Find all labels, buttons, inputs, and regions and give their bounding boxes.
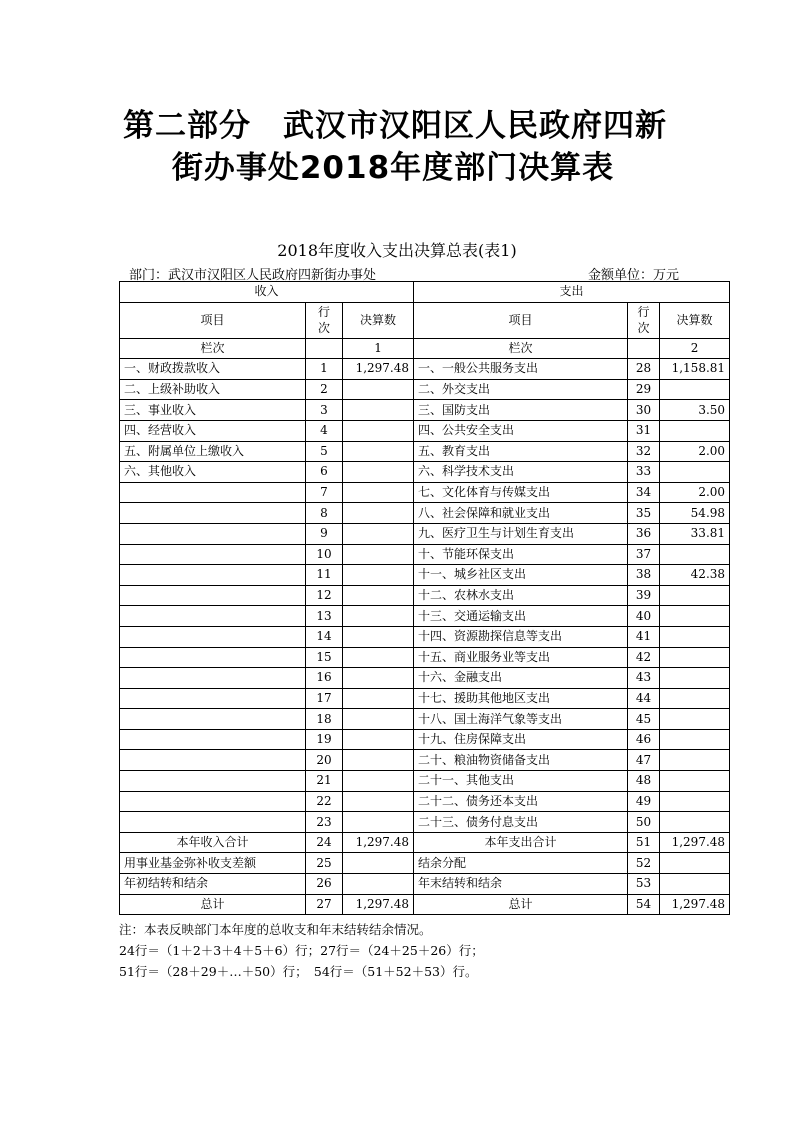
income-row-number: 14 [306, 626, 343, 647]
expense-item: 二十一、其他支出 [414, 771, 628, 792]
income-row-number: 23 [306, 812, 343, 833]
table-row [120, 894, 730, 915]
table-row [120, 812, 730, 833]
income-row-number: 3 [306, 400, 343, 421]
income-amount [343, 668, 414, 689]
expense-col-index: 2 [660, 338, 730, 359]
page-title-line1: 第二部分 武汉市汉阳区人民政府四新 [123, 108, 667, 144]
income-item [120, 585, 306, 606]
expense-amount: 1,297.48 [660, 894, 730, 915]
expense-row-number: 35 [628, 503, 660, 524]
expense-amount [660, 709, 730, 730]
income-item [120, 771, 306, 792]
expense-item: 十五、商业服务业等支出 [414, 647, 628, 668]
table-row [120, 482, 730, 503]
income-item [120, 709, 306, 730]
table-row [120, 729, 730, 750]
expense-amount [660, 647, 730, 668]
expense-amount [660, 729, 730, 750]
income-amount [343, 503, 414, 524]
expense-row-number: 36 [628, 523, 660, 544]
expense-row-number: 49 [628, 791, 660, 812]
table-row [120, 832, 730, 853]
expense-row-number: 45 [628, 709, 660, 730]
expense-item: 二十二、债务还本支出 [414, 791, 628, 812]
table-row [120, 503, 730, 524]
table-row [120, 874, 730, 895]
income-row-number: 24 [306, 832, 343, 853]
table-row [120, 420, 730, 441]
expense-item-header: 项目 [414, 302, 628, 338]
expense-amount [660, 771, 730, 792]
income-item [120, 544, 306, 565]
expense-row-number: 30 [628, 400, 660, 421]
budget-table [119, 281, 730, 915]
expense-lanci-blank [628, 338, 660, 359]
income-row-number: 16 [306, 668, 343, 689]
income-amount: 1,297.48 [343, 832, 414, 853]
expense-amount [660, 379, 730, 400]
expense-amount [660, 585, 730, 606]
income-item [120, 729, 306, 750]
income-amount [343, 544, 414, 565]
income-row-number: 26 [306, 874, 343, 895]
expense-amount [660, 544, 730, 565]
expense-item: 十六、金融支出 [414, 668, 628, 689]
income-item: 总计 [120, 894, 306, 915]
income-row-number: 2 [306, 379, 343, 400]
expense-item: 十二、农林水支出 [414, 585, 628, 606]
income-row-number: 17 [306, 688, 343, 709]
expense-amount: 2.00 [660, 482, 730, 503]
expense-amount: 33.81 [660, 523, 730, 544]
expense-row-number: 29 [628, 379, 660, 400]
income-lanci-label: 栏次 [120, 338, 306, 359]
expense-row-number: 52 [628, 853, 660, 874]
expense-item: 八、社会保障和就业支出 [414, 503, 628, 524]
income-row-number: 18 [306, 709, 343, 730]
note-line-3: 51行＝（28＋29＋…＋50）行； 54行＝（51＋52＋53）行。 [119, 964, 478, 979]
page-title-line2: 街办事处2018年度部门决算表 [171, 150, 615, 186]
income-item: 年初结转和结余 [120, 874, 306, 895]
expense-item: 总计 [414, 894, 628, 915]
income-amount [343, 482, 414, 503]
expense-amount [660, 874, 730, 895]
income-item [120, 688, 306, 709]
expense-item: 九、医疗卫生与计划生育支出 [414, 523, 628, 544]
table-row [120, 626, 730, 647]
expense-item: 一、一般公共服务支出 [414, 359, 628, 380]
income-item: 五、附属单位上缴收入 [120, 441, 306, 462]
expense-item: 十三、交通运输支出 [414, 606, 628, 627]
income-amount [343, 729, 414, 750]
expense-row-number: 50 [628, 812, 660, 833]
expense-rowno-header: 行次 [628, 302, 660, 338]
income-amount: 1,297.48 [343, 359, 414, 380]
table-row [120, 379, 730, 400]
table-row [120, 585, 730, 606]
expense-row-number: 42 [628, 647, 660, 668]
income-item [120, 750, 306, 771]
expense-row-number: 53 [628, 874, 660, 895]
expense-amount: 54.98 [660, 503, 730, 524]
income-amount [343, 771, 414, 792]
expense-row-number: 32 [628, 441, 660, 462]
expense-row-number: 40 [628, 606, 660, 627]
table-row [120, 606, 730, 627]
income-item: 用事业基金弥补收支差额 [120, 853, 306, 874]
expense-item: 五、教育支出 [414, 441, 628, 462]
income-row-number: 13 [306, 606, 343, 627]
income-lanci-blank [306, 338, 343, 359]
income-row-number: 22 [306, 791, 343, 812]
income-item: 六、其他收入 [120, 462, 306, 483]
expense-item: 二十三、债务付息支出 [414, 812, 628, 833]
income-row-number: 4 [306, 420, 343, 441]
income-item: 三、事业收入 [120, 400, 306, 421]
income-row-number: 6 [306, 462, 343, 483]
income-item [120, 668, 306, 689]
expense-header: 支出 [414, 282, 730, 303]
income-amount [343, 874, 414, 895]
expense-row-number: 31 [628, 420, 660, 441]
expense-item: 本年支出合计 [414, 832, 628, 853]
income-amount [343, 400, 414, 421]
income-item [120, 606, 306, 627]
expense-item: 十、节能环保支出 [414, 544, 628, 565]
expense-amount: 1,158.81 [660, 359, 730, 380]
income-amount [343, 379, 414, 400]
table-row [120, 441, 730, 462]
expense-item: 二十、粮油物资储备支出 [414, 750, 628, 771]
income-col-index: 1 [343, 338, 414, 359]
income-row-number: 20 [306, 750, 343, 771]
unit-label: 金额单位：万元 [588, 268, 680, 283]
expense-item: 结余分配 [414, 853, 628, 874]
income-row-number: 9 [306, 523, 343, 544]
income-amount [343, 420, 414, 441]
income-amount [343, 585, 414, 606]
income-amount [343, 565, 414, 586]
income-amount-header: 决算数 [343, 302, 414, 338]
income-item [120, 565, 306, 586]
income-amount [343, 626, 414, 647]
expense-amount [660, 853, 730, 874]
table-row [120, 791, 730, 812]
expense-row-number: 48 [628, 771, 660, 792]
expense-item: 十七、援助其他地区支出 [414, 688, 628, 709]
table-row [120, 709, 730, 730]
expense-amount: 42.38 [660, 565, 730, 586]
expense-amount [660, 606, 730, 627]
expense-row-number: 54 [628, 894, 660, 915]
income-amount [343, 606, 414, 627]
income-amount [343, 812, 414, 833]
expense-amount-header: 决算数 [660, 302, 730, 338]
table-row [120, 647, 730, 668]
income-amount [343, 523, 414, 544]
income-amount: 1,297.48 [343, 894, 414, 915]
table-row [120, 565, 730, 586]
expense-amount [660, 812, 730, 833]
table-row [120, 544, 730, 565]
expense-lanci-label: 栏次 [414, 338, 628, 359]
expense-amount [660, 791, 730, 812]
expense-amount: 1,297.48 [660, 832, 730, 853]
income-item [120, 791, 306, 812]
expense-item: 二、外交支出 [414, 379, 628, 400]
expense-row-number: 28 [628, 359, 660, 380]
expense-row-number: 38 [628, 565, 660, 586]
income-row-number: 10 [306, 544, 343, 565]
income-row-number: 11 [306, 565, 343, 586]
income-row-number: 19 [306, 729, 343, 750]
expense-row-number: 34 [628, 482, 660, 503]
expense-row-number: 51 [628, 832, 660, 853]
table-row [120, 771, 730, 792]
expense-amount [660, 420, 730, 441]
income-item [120, 482, 306, 503]
income-amount [343, 647, 414, 668]
table-row [120, 462, 730, 483]
expense-item: 六、科学技术支出 [414, 462, 628, 483]
expense-item: 十一、城乡社区支出 [414, 565, 628, 586]
income-amount [343, 709, 414, 730]
income-item-header: 项目 [120, 302, 306, 338]
table-title: 2018年度收入支出决算总表(表1) [277, 241, 517, 260]
expense-amount: 2.00 [660, 441, 730, 462]
income-row-number: 8 [306, 503, 343, 524]
income-amount [343, 688, 414, 709]
expense-row-number: 37 [628, 544, 660, 565]
income-header: 收入 [120, 282, 414, 303]
income-item [120, 626, 306, 647]
income-amount [343, 853, 414, 874]
expense-item: 三、国防支出 [414, 400, 628, 421]
income-row-number: 21 [306, 771, 343, 792]
income-item: 一、财政拨款收入 [120, 359, 306, 380]
department-label: 部门：武汉市汉阳区人民政府四新街办事处 [129, 268, 377, 283]
income-amount [343, 791, 414, 812]
expense-item: 十八、国土海洋气象等支出 [414, 709, 628, 730]
income-item: 本年收入合计 [120, 832, 306, 853]
expense-row-number: 47 [628, 750, 660, 771]
income-row-number: 27 [306, 894, 343, 915]
expense-amount [660, 750, 730, 771]
expense-item: 十九、住房保障支出 [414, 729, 628, 750]
expense-item: 四、公共安全支出 [414, 420, 628, 441]
income-row-number: 12 [306, 585, 343, 606]
income-item: 四、经营收入 [120, 420, 306, 441]
income-item [120, 647, 306, 668]
expense-item: 十四、资源勘探信息等支出 [414, 626, 628, 647]
expense-row-number: 33 [628, 462, 660, 483]
table-row [120, 359, 730, 380]
income-amount [343, 462, 414, 483]
income-amount [343, 750, 414, 771]
expense-amount [660, 688, 730, 709]
income-row-number: 5 [306, 441, 343, 462]
table-row [120, 668, 730, 689]
income-amount [343, 441, 414, 462]
table-row [120, 750, 730, 771]
income-row-number: 1 [306, 359, 343, 380]
table-row [120, 688, 730, 709]
expense-amount: 3.50 [660, 400, 730, 421]
expense-item: 年末结转和结余 [414, 874, 628, 895]
income-item: 二、上级补助收入 [120, 379, 306, 400]
income-row-number: 15 [306, 647, 343, 668]
expense-row-number: 43 [628, 668, 660, 689]
table-row [120, 523, 730, 544]
expense-item: 七、文化体育与传媒支出 [414, 482, 628, 503]
expense-amount [660, 462, 730, 483]
income-item [120, 812, 306, 833]
note-line-1: 注：本表反映部门本年度的总收支和年末结转结余情况。 [119, 922, 432, 937]
table-row [120, 853, 730, 874]
expense-amount [660, 668, 730, 689]
income-item [120, 523, 306, 544]
income-row-number: 7 [306, 482, 343, 503]
expense-row-number: 39 [628, 585, 660, 606]
expense-amount [660, 626, 730, 647]
expense-row-number: 41 [628, 626, 660, 647]
note-line-2: 24行＝（1＋2＋3＋4＋5＋6）行；27行＝（24＋25＋26）行； [119, 943, 484, 958]
expense-row-number: 46 [628, 729, 660, 750]
income-row-number: 25 [306, 853, 343, 874]
table-row [120, 400, 730, 421]
income-rowno-header: 行次 [306, 302, 343, 338]
income-item [120, 503, 306, 524]
expense-row-number: 44 [628, 688, 660, 709]
